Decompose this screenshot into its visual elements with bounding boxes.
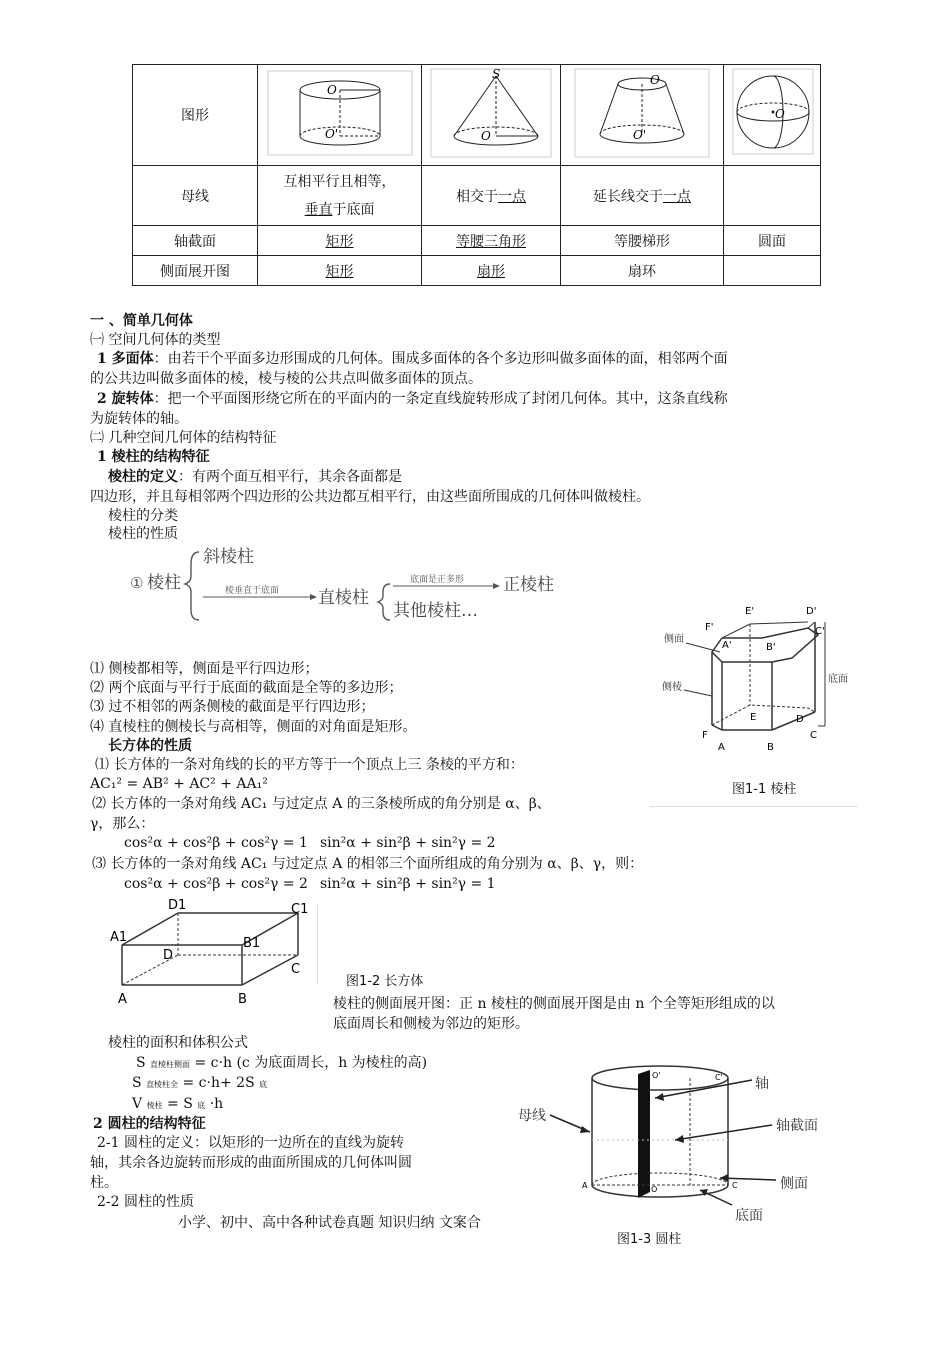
axial-cone: 等腰三角形 bbox=[456, 233, 526, 250]
cylinder-figure-caption: 图1-3 圆柱 bbox=[617, 1232, 682, 1247]
svg-text:B: B bbox=[767, 742, 774, 750]
prism-def-1: 棱柱的定义：有两个面互相平行，其余各面都是 bbox=[108, 469, 402, 485]
svg-text:D': D' bbox=[806, 606, 817, 617]
prism-figure bbox=[650, 600, 860, 754]
svg-text:棱柱: 棱柱 bbox=[147, 573, 181, 593]
svg-text:A: A bbox=[582, 1181, 588, 1190]
cyl-gen-rest: 于底面 bbox=[332, 201, 375, 218]
prism-props-heading: 棱柱的性质 bbox=[108, 526, 178, 542]
unfold-text-2: 底面周长和侧棱为邻边的矩形。 bbox=[333, 1016, 529, 1032]
svg-text:棱垂直于底面: 棱垂直于底面 bbox=[225, 586, 280, 596]
svg-text:直棱柱: 直棱柱 bbox=[318, 588, 369, 608]
cylinder-figure-cell bbox=[258, 65, 422, 166]
svg-text:底面: 底面 bbox=[735, 1208, 763, 1224]
section-title: 一 、简单几何体 bbox=[90, 313, 193, 329]
cyl-generatrix bbox=[258, 166, 422, 226]
prism-figure-caption: 图1-1 棱柱 bbox=[732, 782, 797, 797]
cone-figure bbox=[426, 66, 556, 161]
sphere-figure bbox=[727, 66, 817, 161]
svg-text:①: ① bbox=[130, 574, 144, 592]
svg-text:O: O bbox=[651, 1185, 658, 1194]
row-header-figure: 图形 bbox=[133, 65, 258, 166]
cuboid-prop-1: ⑴ 长方体的一条对角线的长的平方等于一个顶点上三 条棱的平方和： bbox=[95, 757, 524, 773]
svg-text:B: B bbox=[238, 992, 247, 1007]
cylinder-title: 2 圆柱的结构特征 bbox=[93, 1116, 206, 1132]
svg-text:D: D bbox=[163, 948, 174, 963]
prism-class-heading: 棱柱的分类 bbox=[108, 508, 178, 524]
cylinder-def-2: 轴，其余各边旋转而形成的曲面所围成的几何体叫圆 bbox=[90, 1155, 412, 1171]
area-formula-title: 棱柱的面积和体积公式 bbox=[108, 1035, 248, 1051]
cone-gen-point: 一点 bbox=[498, 188, 526, 205]
svg-text:侧面: 侧面 bbox=[664, 634, 684, 645]
svg-text:C': C' bbox=[815, 626, 825, 637]
rotation-para-2: 为旋转体的轴。 bbox=[90, 411, 188, 427]
cuboid-formula-2a: cos²α + cos²β + cos²γ = 1 bbox=[124, 835, 308, 851]
cylinder-figure bbox=[510, 1060, 830, 1229]
prism-title: 1 棱柱的结构特征 bbox=[97, 449, 210, 465]
sphere-figure-cell bbox=[724, 65, 821, 166]
svg-text:E: E bbox=[750, 712, 757, 723]
prism-prop-4: ⑷ 直棱柱的侧棱长与高相等，侧面的对角面是矩形。 bbox=[90, 719, 417, 735]
svg-text:O': O' bbox=[652, 1071, 661, 1080]
polyhedron-para-1: 1 多面体：由若干个平面多边形围成的几何体。围成多面体的各个多边形叫做多面体的面，相邻两个面 bbox=[97, 351, 728, 367]
svg-text:正棱柱: 正棱柱 bbox=[503, 575, 554, 595]
cone-gen-pre: 相交于 bbox=[456, 188, 498, 205]
rotation-para-1: 2 旋转体：把一个平面图形绕它所在的平面内的一条定直线旋转形成了封闭几何体。其中，这条直线称 bbox=[97, 391, 728, 407]
axial-frustum: 等腰梯形 bbox=[614, 233, 670, 250]
cone-apex-label: S bbox=[492, 66, 501, 81]
svg-text:斜棱柱: 斜棱柱 bbox=[203, 547, 254, 567]
lateral-cone: 扇形 bbox=[477, 263, 505, 280]
formula-lateral-area: S 直棱柱侧面 = c·h (c 为底面周长，h 为棱柱的高) bbox=[136, 1055, 428, 1071]
svg-text:A: A bbox=[118, 992, 127, 1007]
svg-text:底面是正多形: 底面是正多形 bbox=[410, 575, 465, 585]
prism-classification-diagram bbox=[125, 540, 575, 629]
formula-total-area: S 直棱柱全 = c·h+ 2S 底 bbox=[132, 1075, 268, 1091]
svg-text:C1: C1 bbox=[291, 902, 309, 917]
axial-sphere: 圆面 bbox=[758, 233, 786, 250]
cuboid-formula-2b: sin²α + sin²β + sin²γ = 2 bbox=[320, 835, 496, 851]
cone-figure-cell bbox=[422, 65, 561, 166]
svg-text:轴截面: 轴截面 bbox=[776, 1118, 818, 1134]
cone-base-label: O bbox=[481, 128, 491, 143]
sub-heading-structure: ㈡ 几种空间几何体的结构特征 bbox=[90, 430, 277, 446]
svg-text:F: F bbox=[702, 730, 708, 741]
figure-divider bbox=[650, 806, 858, 807]
prism-prop-3: ⑶ 过不相邻的两条侧棱的截面是平行四边形； bbox=[90, 699, 375, 715]
row-header-lateral: 侧面展开图 bbox=[133, 256, 258, 286]
unfold-text-1: 棱柱的侧面展开图：正 n 棱柱的侧面展开图是由 n 个全等矩形组成的以 bbox=[333, 996, 775, 1012]
cuboid-formula-1: AC₁² = AB² + AC² + AA₁² bbox=[90, 776, 268, 792]
svg-text:D: D bbox=[796, 714, 804, 725]
cylinder-props-heading: 2-2 圆柱的性质 bbox=[97, 1194, 194, 1210]
cylinder-def-1: 2-1 圆柱的定义：以矩形的一边所在的直线为旋转 bbox=[97, 1135, 404, 1151]
sphere-center-label: O bbox=[775, 106, 785, 121]
frustum-figure-cell bbox=[561, 65, 724, 166]
row-header-axial: 轴截面 bbox=[133, 226, 258, 256]
lateral-frustum: 扇环 bbox=[628, 263, 656, 280]
cylinder-def-3: 柱。 bbox=[90, 1175, 118, 1191]
cuboid-title: 长方体的性质 bbox=[108, 738, 192, 754]
cuboid-prop-2b: γ，那么： bbox=[90, 816, 155, 832]
frustum-generatrix bbox=[561, 166, 724, 226]
svg-text:侧面: 侧面 bbox=[780, 1176, 808, 1192]
svg-text:D1: D1 bbox=[168, 898, 187, 913]
svg-text:A': A' bbox=[722, 640, 732, 651]
svg-text:F': F' bbox=[705, 622, 714, 633]
svg-text:C: C bbox=[732, 1181, 738, 1190]
frustum-bot-label: O' bbox=[633, 127, 647, 142]
sub-heading-types: ㈠ 空间几何体的类型 bbox=[90, 332, 221, 348]
cuboid-prop-2a: ⑵ 长方体的一条对角线 AC₁ 与过定点 A 的三条棱所成的角分别是 α、β、 bbox=[92, 796, 551, 812]
svg-text:E': E' bbox=[745, 606, 755, 617]
cyl-gen-perp: 垂直 bbox=[304, 201, 333, 218]
cuboid-figure-caption: 图1-2 长方体 bbox=[346, 974, 424, 989]
cuboid-formula-3b: sin²α + sin²β + sin²γ = 1 bbox=[320, 876, 496, 892]
prism-def-2: 四边形，并且每相邻两个四边形的公共边都互相平行，由这些面所围成的几何体叫做棱柱。 bbox=[90, 489, 650, 505]
polyhedron-para-2: 的公共边叫做多面体的棱，棱与棱的公共点叫做多面体的顶点。 bbox=[90, 371, 482, 387]
cyl-gen-line1: 互相平行且相等， bbox=[283, 173, 396, 190]
cuboid-prop-3: ⑶ 长方体的一条对角线 AC₁ 与过定点 A 的相邻三个面所组成的角分别为 α、β、γ，则： bbox=[92, 856, 644, 872]
svg-text:底面: 底面 bbox=[828, 674, 848, 685]
svg-text:C': C' bbox=[715, 1073, 723, 1082]
svg-text:A1: A1 bbox=[110, 930, 128, 945]
formula-volume: V 棱柱 = S 底 ·h bbox=[132, 1096, 224, 1112]
svg-text:轴: 轴 bbox=[755, 1076, 769, 1092]
frustum-gen-pre: 延长线交于 bbox=[593, 188, 663, 205]
svg-text:B1: B1 bbox=[243, 936, 261, 951]
cuboid-divider bbox=[317, 905, 318, 985]
cylinder-figure bbox=[265, 68, 415, 158]
row-header-generatrix: 母线 bbox=[133, 166, 258, 226]
cuboid-formula-3a: cos²α + cos²β + cos²γ = 2 bbox=[124, 876, 308, 892]
lateral-cyl: 矩形 bbox=[325, 263, 354, 280]
svg-text:C: C bbox=[291, 962, 301, 977]
svg-text:A: A bbox=[718, 742, 725, 750]
svg-text:侧棱: 侧棱 bbox=[662, 682, 682, 693]
cuboid-figure bbox=[108, 895, 323, 1019]
svg-text:B': B' bbox=[766, 642, 776, 653]
cyl-top-label: O bbox=[326, 83, 337, 97]
solids-table bbox=[132, 64, 821, 286]
prism-prop-2: ⑵ 两个底面与平行于底面的截面是全等的多边形； bbox=[90, 680, 403, 696]
prism-prop-1: ⑴ 侧棱都相等，侧面是平行四边形； bbox=[90, 661, 319, 677]
svg-text:C: C bbox=[810, 730, 817, 741]
cone-generatrix bbox=[422, 166, 561, 226]
frustum-gen-point: 一点 bbox=[663, 188, 691, 205]
frustum-figure bbox=[567, 66, 717, 161]
svg-text:母线: 母线 bbox=[518, 1108, 546, 1124]
svg-text:其他棱柱…: 其他棱柱… bbox=[393, 601, 478, 621]
footer-text: 小学、初中、高中各种试卷真题 知识归纳 文案合 bbox=[178, 1215, 481, 1231]
sphere-generatrix bbox=[724, 166, 821, 226]
cyl-bot-label: O' bbox=[324, 127, 338, 141]
axial-cyl: 矩形 bbox=[325, 233, 354, 250]
frustum-top-label: O bbox=[650, 72, 660, 87]
